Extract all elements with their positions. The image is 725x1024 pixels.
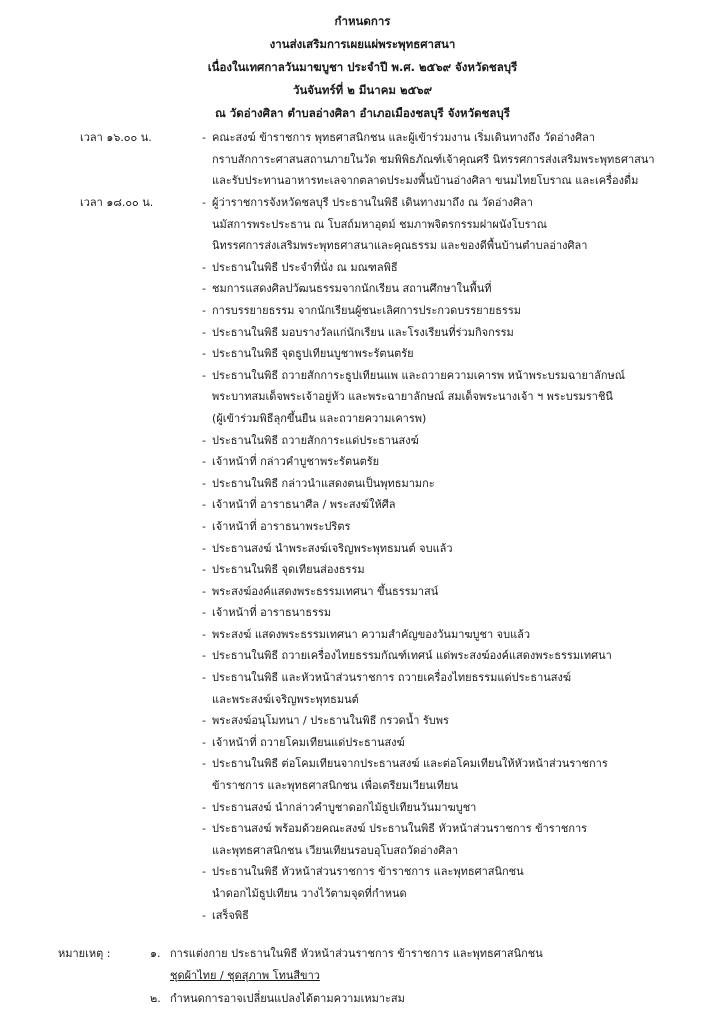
- schedule-item-line: เจ้าหน้าที่ อาราธนาศีล / พระสงฆ์ให้ศีล: [212, 498, 396, 512]
- schedule-item: [202, 278, 714, 300]
- schedule-item-line: กราบสักการะศาสนสถานภายในวัด ชมพิพิธภัณฑ์เจ้าคุณศรี นิทรรศการส่งเสริมพระพุทธศาสนา: [212, 152, 655, 166]
- schedule-item-line: ประธานในพิธี กล่าวนำแสดงตนเป็นพุทธมามกะ: [212, 476, 435, 490]
- schedule-item: [202, 905, 714, 927]
- schedule-item-line: คณะสงฆ์ ข้าราชการ พุทธศาสนิกชน และผู้เข้าร่วมงาน เริ่มเดินทางถึง วัดอ่างศิลา: [212, 131, 596, 144]
- schedule-item-line: ผู้ว่าราชการจังหวัดชลบุรี ประธานในพิธี เดินทางมาถึง ณ วัดอ่างศิลา: [212, 196, 533, 209]
- bullet-dash: -: [202, 757, 206, 771]
- schedule-item-line: เจ้าหน้าที่ กล่าวคำบูชาพระรัตนตรัย: [212, 455, 380, 469]
- note-1-dress: [170, 965, 320, 988]
- schedule-item-line: ประธานในพิธี จุดธูปเทียนบูชาพระรัตนตรัย: [212, 347, 414, 361]
- bullet-dash: -: [202, 735, 206, 749]
- note-2: [150, 988, 405, 1011]
- schedule-item: [202, 602, 714, 624]
- schedule-item: [202, 365, 714, 430]
- bullet-dash: -: [202, 196, 206, 209]
- schedule-item-line: การบรรยายธรรม จากนักเรียนผู้ชนะเลิศการประกวดบรรยายธรรม: [212, 303, 521, 317]
- schedule-item: [202, 645, 714, 667]
- bullet-dash: -: [202, 865, 206, 879]
- schedule-item-line: ประธานในพิธี และหัวหน้าส่วนราชการ ถวายเครื่องไทยธรรมแด่ประธานสงฆ์: [212, 671, 572, 685]
- bullet-dash: -: [202, 519, 206, 533]
- schedule-item-line: และพระสงฆ์เจริญพระพุทธมนต์: [212, 692, 359, 706]
- schedule-item: [202, 710, 714, 732]
- header-event: งานส่งเสริมการเผยแผ่พระพุทธศาสนา: [269, 37, 456, 51]
- bullet-dash: -: [202, 584, 206, 598]
- schedule-item: [202, 494, 714, 516]
- note-text: กำหนดการอาจเปลี่ยนแปลงได้ตามความเหมาะสม: [170, 992, 405, 1005]
- bullet-dash: -: [202, 433, 206, 447]
- schedule-item-line: ประธานในพิธี หัวหน้าส่วนราชการ ข้าราชการ และพุทธศาสนิกชน: [212, 865, 524, 879]
- schedule-item-line: เจ้าหน้าที่ อาราธนาธรรม: [212, 606, 332, 620]
- bullet-dash: -: [202, 563, 206, 577]
- dress-code: ชุดผ้าไทย / ชุดสุภาพ โทนสีขาว: [170, 969, 320, 982]
- bullet-dash: -: [202, 368, 206, 382]
- bullet-dash: -: [202, 347, 206, 361]
- schedule-item: [202, 473, 714, 495]
- bullet-dash: -: [202, 671, 206, 685]
- schedule-items: [202, 127, 714, 192]
- schedule-item: [202, 559, 714, 581]
- schedule-item: [202, 538, 714, 560]
- time-label: เวลา ๑๖.๐๐ น.: [80, 131, 152, 144]
- schedule-item-line: เสร็จพิธี: [212, 908, 249, 922]
- schedule-item-line: ประธานในพิธี มอบรางวัลแก่นักเรียน และโรงเรียนที่ร่วมกิจกรรม: [212, 325, 514, 339]
- schedule-item-line: (ผู้เข้าร่วมพิธีลุกขึ้นยืน และถวายความเคารพ): [212, 411, 427, 425]
- note-number: ๑.: [150, 947, 161, 960]
- schedule-item-line: นำดอกไม้ธูปเทียน วางไว้ตามจุดที่กำหนด: [212, 887, 407, 900]
- schedule-item-line: นิทรรศการส่งเสริมพระพุทธศาสนาและคุณธรรม และของดีพื้นบ้านตำบลอ่างศิลา: [212, 239, 588, 253]
- bullet-dash: -: [202, 476, 206, 490]
- bullet-dash: -: [202, 131, 206, 144]
- schedule-item-line: ประธานในพิธี ประจำที่นั่ง ณ มณฑลพิธี: [212, 260, 398, 274]
- schedule-item-line: ประธานในพิธี ถวายสักการะธูปเทียนแพ และถวายความเคารพ หน้าพระบรมฉายาลักษณ์: [212, 368, 625, 382]
- schedule-item: [202, 861, 714, 904]
- bullet-dash: -: [202, 282, 206, 296]
- bullet-dash: -: [202, 455, 206, 469]
- schedule-item-line: ประธานสงฆ์ พร้อมด้วยคณะสงฆ์ ประธานในพิธี หัวหน้าส่วนราชการ ข้าราชการ: [212, 822, 588, 836]
- schedule-item: [202, 667, 714, 710]
- schedule-items: [202, 192, 714, 926]
- schedule-item-line: ประธานในพิธี จุดเทียนส่องธรรม: [212, 563, 365, 577]
- document-header: [0, 10, 725, 125]
- bullet-dash: -: [202, 303, 206, 317]
- schedule-item: [202, 451, 714, 473]
- schedule-item-line: เจ้าหน้าที่ ถวายโคมเทียนแด่ประธานสงฆ์: [212, 735, 405, 749]
- bullet-dash: -: [202, 800, 206, 814]
- schedule-item-line: ประธานสงฆ์ นำกล่าวคำบูชาดอกไม้ธูปเทียนวันมาฆบูชา: [212, 800, 477, 814]
- header-date: วันจันทร์ที่ ๒ มีนาคม ๒๕๖๙: [292, 83, 433, 97]
- schedule-item-line: ประธานในพิธี ถวายเครื่องไทยธรรมกัณฑ์เทศน์ แด่พระสงฆ์องค์แสดงพระธรรมเทศนา: [212, 649, 612, 663]
- note-text: การแต่งกาย ประธานในพิธี หัวหน้าส่วนราชการ ข้าราชการ และพุทธศาสนิกชน: [170, 947, 543, 960]
- schedule-item-line: พระบาทสมเด็จพระเจ้าอยู่หัว และพระฉายาลักษณ์ สมเด็จพระนางเจ้า ฯ พระบรมราชินี: [212, 390, 613, 404]
- note-number: ๒.: [150, 992, 161, 1005]
- schedule-item: [202, 257, 714, 279]
- note-1: [150, 943, 543, 966]
- schedule-item: [202, 818, 714, 861]
- bullet-dash: -: [202, 541, 206, 555]
- notes-label: หมายเหตุ :: [58, 947, 111, 960]
- schedule-item: [202, 322, 714, 344]
- bullet-dash: -: [202, 822, 206, 836]
- bullet-dash: -: [202, 627, 206, 641]
- bullet-dash: -: [202, 606, 206, 620]
- schedule-item-line: และพุทธศาสนิกชน เวียนเทียนรอบอุโบสถวัดอ่างศิลา: [212, 843, 459, 857]
- schedule-item: [202, 343, 714, 365]
- header-occasion: เนื่องในเทศกาลวันมาฆบูชา ประจำปี พ.ศ. ๒๕๖๙ จังหวัดชลบุรี: [207, 60, 518, 74]
- schedule-item: [202, 192, 714, 257]
- schedule-item: [202, 581, 714, 603]
- schedule-item: [202, 300, 714, 322]
- schedule-item-line: และรับประทานอาหารทะเลจากตลาดประมงพื้นบ้านอ่างศิลา ขนมไทยโบราณ และเครื่องดื่ม: [212, 174, 639, 188]
- header-venue: ณ วัดอ่างศิลา ตำบลอ่างศิลา อำเภอเมืองชลบุรี จังหวัดชลบุรี: [215, 106, 510, 120]
- bullet-dash: -: [202, 908, 206, 922]
- schedule-item: [202, 516, 714, 538]
- bullet-dash: -: [202, 649, 206, 663]
- bullet-dash: -: [202, 260, 206, 274]
- schedule-item-line: เจ้าหน้าที่ อาราธนาพระปริตร: [212, 519, 351, 533]
- schedule-item-line: นมัสการพระประธาน ณ โบสถ์มหาอุตม์ ชมภาพจิตรกรรมฝาผนังโบราณ: [212, 217, 547, 231]
- schedule-item-line: ประธานในพิธี ถวายสักการะแด่ประธานสงฆ์: [212, 433, 419, 447]
- bullet-dash: -: [202, 325, 206, 339]
- schedule-item: [202, 732, 714, 754]
- schedule-item: [202, 797, 714, 819]
- schedule-item-line: ข้าราชการ และพุทธศาสนิกชน เพื่อเตรียมเวียนเทียน: [212, 779, 458, 793]
- schedule-item: [202, 127, 714, 192]
- time-label: เวลา ๑๘.๐๐ น.: [80, 196, 154, 209]
- schedule-item: [202, 753, 714, 796]
- schedule-item-line: พระสงฆ์ แสดงพระธรรมเทศนา ความสำคัญของวันมาฆบูชา จบแล้ว: [212, 627, 531, 641]
- schedule-item-line: ประธานสงฆ์ นำพระสงฆ์เจริญพระพุทธมนต์ จบแล้ว: [212, 541, 453, 555]
- schedule-item-line: ประธานในพิธี ต่อโคมเทียนจากประธานสงฆ์ และต่อโคมเทียนให้หัวหน้าส่วนราชการ: [212, 757, 608, 771]
- schedule-item-line: ชมการแสดงศิลปวัฒนธรรมจากนักเรียน สถานศึกษาในพื้นที่: [212, 282, 492, 296]
- bullet-dash: -: [202, 498, 206, 512]
- header-title: กำหนดการ: [334, 14, 391, 28]
- schedule-item: [202, 624, 714, 646]
- bullet-dash: -: [202, 714, 206, 728]
- schedule-item-line: พระสงฆ์อนุโมทนา / ประธานในพิธี กรวดน้ำ รับพร: [212, 714, 449, 728]
- schedule-item: [202, 430, 714, 452]
- schedule-item-line: พระสงฆ์องค์แสดงพระธรรมเทศนา ขึ้นธรรมาสน์: [212, 584, 439, 598]
